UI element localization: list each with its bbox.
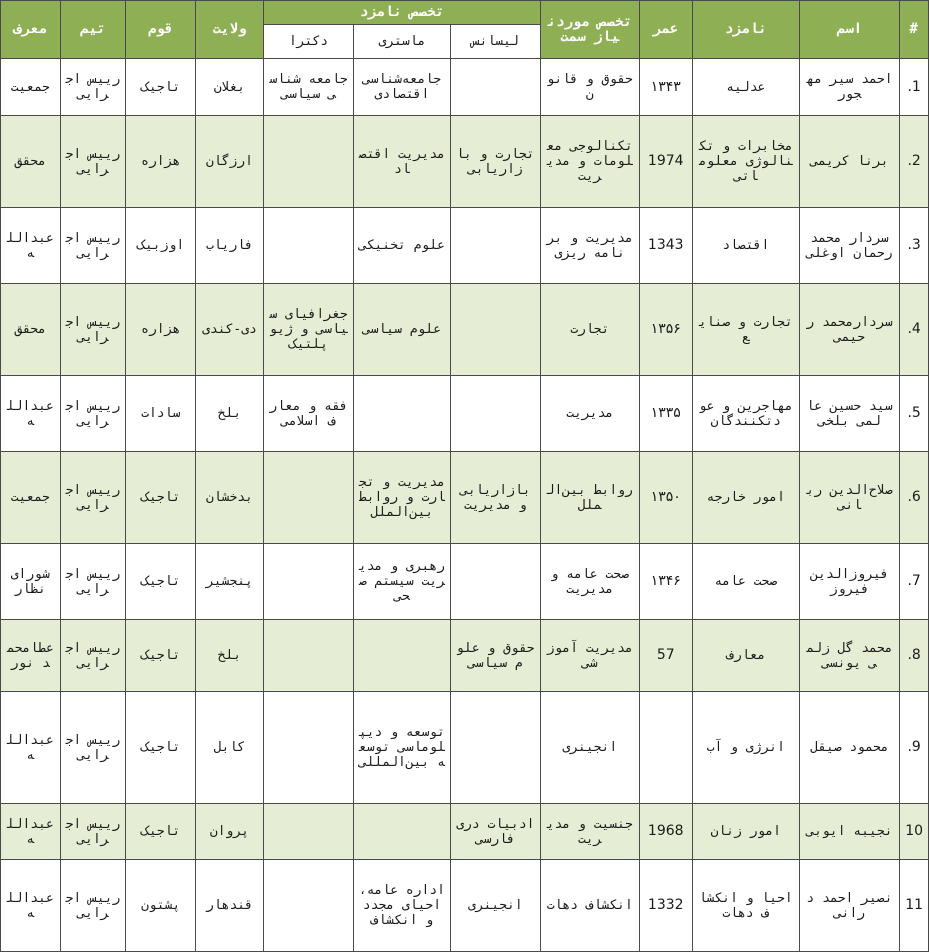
team: رییس اجرایی bbox=[60, 804, 126, 860]
introducer: جمعیت bbox=[1, 59, 61, 116]
master-degree: رهبری و مدیریت سیستم صحی bbox=[354, 544, 450, 620]
ministry-post: انرژی و آب bbox=[692, 692, 799, 804]
required-expertise: صحت عامه و مدیریت bbox=[541, 544, 640, 620]
master-degree: مدیریت اقتصاد bbox=[354, 116, 450, 208]
header-name: اسم bbox=[799, 1, 900, 59]
province: قندهار bbox=[196, 860, 264, 952]
team: رییس اجرایی bbox=[60, 692, 126, 804]
bachelor-degree bbox=[450, 692, 540, 804]
table-row bbox=[1, 452, 929, 544]
row-index: 8. bbox=[900, 620, 929, 692]
ethnicity: تاجیک bbox=[126, 620, 196, 692]
candidate-name: نجیبه ایوبی bbox=[799, 804, 900, 860]
table-row bbox=[1, 116, 929, 208]
introducer: شورای نظار bbox=[1, 544, 61, 620]
header-expert-field: تخصص موردنیاز سمت bbox=[541, 1, 640, 59]
ministry-post: مهاجرین و عودتکنندگان bbox=[692, 376, 799, 452]
introducer: عبدالله bbox=[1, 692, 61, 804]
required-expertise: جنسیت و مدیریت bbox=[541, 804, 640, 860]
candidate-name: سردارمحمد رحیمی bbox=[799, 284, 900, 376]
header-hash: # bbox=[900, 1, 929, 59]
required-expertise: روابط بین‌الملل bbox=[541, 452, 640, 544]
table-body bbox=[1, 59, 929, 952]
candidate-age: 1343 bbox=[639, 208, 692, 284]
team: رییس اجرایی bbox=[60, 860, 126, 952]
bachelor-degree bbox=[450, 208, 540, 284]
header-introducer: معرف bbox=[1, 1, 61, 59]
candidate-age: ۱۳۵۶ bbox=[639, 284, 692, 376]
master-degree bbox=[354, 620, 450, 692]
ethnicity: هزاره bbox=[126, 116, 196, 208]
ministry-post: تجارت و صنایع bbox=[692, 284, 799, 376]
row-index: 1. bbox=[900, 59, 929, 116]
master-degree bbox=[354, 804, 450, 860]
candidate-name: سید حسین عالمی بلخی bbox=[799, 376, 900, 452]
required-expertise: مدیریت آموزشی bbox=[541, 620, 640, 692]
candidate-age: 1332 bbox=[639, 860, 692, 952]
doctorate-degree bbox=[263, 860, 353, 952]
province: بدخشان bbox=[196, 452, 264, 544]
province: بلخ bbox=[196, 620, 264, 692]
header-degree-group: تخصص نامزد bbox=[263, 1, 540, 25]
ministry-post: عدلیه bbox=[692, 59, 799, 116]
ministry-post: امور خارجه bbox=[692, 452, 799, 544]
table-row bbox=[1, 692, 929, 804]
table-row bbox=[1, 59, 929, 116]
row-index: 7. bbox=[900, 544, 929, 620]
header-doctorate: دکترا bbox=[263, 25, 353, 59]
bachelor-degree bbox=[450, 544, 540, 620]
table-row bbox=[1, 620, 929, 692]
row-index: 10 bbox=[900, 804, 929, 860]
doctorate-degree: جغرافیای سیاسی و ژیوپلتیک bbox=[263, 284, 353, 376]
header-age: عمر bbox=[639, 1, 692, 59]
candidate-name: صلاح‌الدین ربانی bbox=[799, 452, 900, 544]
master-degree: علوم تخنیکی bbox=[354, 208, 450, 284]
candidate-name: محمد گل زلمی یونسی bbox=[799, 620, 900, 692]
province: ارزگان bbox=[196, 116, 264, 208]
row-index: 9. bbox=[900, 692, 929, 804]
row-index: 11 bbox=[900, 860, 929, 952]
required-expertise: مدیریت bbox=[541, 376, 640, 452]
doctorate-degree: جامعه شناسی سیاسی bbox=[263, 59, 353, 116]
header-master: ماستری bbox=[354, 25, 450, 59]
doctorate-degree bbox=[263, 804, 353, 860]
master-degree: توسعه و دیپلوماسی توسعه بین‌المللی bbox=[354, 692, 450, 804]
master-degree: مدیریت و تجارت و روابط بین‌الملل bbox=[354, 452, 450, 544]
header-bachelor: لیسانس bbox=[450, 25, 540, 59]
candidate-age: 1968 bbox=[639, 804, 692, 860]
master-degree: اداره عامه، احیای مجدد و انکشاف bbox=[354, 860, 450, 952]
doctorate-degree bbox=[263, 620, 353, 692]
candidate-age bbox=[639, 692, 692, 804]
required-expertise: تجارت bbox=[541, 284, 640, 376]
ethnicity: هزاره bbox=[126, 284, 196, 376]
introducer: عبدالله bbox=[1, 208, 61, 284]
row-index: 2. bbox=[900, 116, 929, 208]
table-row bbox=[1, 208, 929, 284]
introducer: محقق bbox=[1, 284, 61, 376]
ethnicity: تاجیک bbox=[126, 452, 196, 544]
ethnicity: پشتون bbox=[126, 860, 196, 952]
candidate-age: 57 bbox=[639, 620, 692, 692]
table-row bbox=[1, 376, 929, 452]
province: پروان bbox=[196, 804, 264, 860]
master-degree: علوم سیاسی bbox=[354, 284, 450, 376]
master-degree bbox=[354, 376, 450, 452]
bachelor-degree: ادبیات دری فارسی bbox=[450, 804, 540, 860]
row-index: 6. bbox=[900, 452, 929, 544]
row-index: 3. bbox=[900, 208, 929, 284]
header-ethnicity: قوم bbox=[126, 1, 196, 59]
ethnicity: تاجیک bbox=[126, 544, 196, 620]
table-row bbox=[1, 544, 929, 620]
bachelor-degree: حقوق و علوم سیاسی bbox=[450, 620, 540, 692]
bachelor-degree bbox=[450, 376, 540, 452]
ethnicity: اوزبیک bbox=[126, 208, 196, 284]
table-header bbox=[1, 1, 929, 59]
introducer: عبدالله bbox=[1, 804, 61, 860]
table-row bbox=[1, 804, 929, 860]
ethnicity: تاجیک bbox=[126, 59, 196, 116]
team: رییس اجرایی bbox=[60, 284, 126, 376]
candidate-age: ۱۳۴۶ bbox=[639, 544, 692, 620]
team: رییس اجرایی bbox=[60, 620, 126, 692]
province: بلخ bbox=[196, 376, 264, 452]
required-expertise: انکشاف دهات bbox=[541, 860, 640, 952]
province: پنجشیر bbox=[196, 544, 264, 620]
introducer: جمعیت bbox=[1, 452, 61, 544]
ethnicity: تاجیک bbox=[126, 692, 196, 804]
required-expertise: انجینری bbox=[541, 692, 640, 804]
candidate-name: محمود صیقل bbox=[799, 692, 900, 804]
required-expertise: مدیریت و برنامه ریزی bbox=[541, 208, 640, 284]
candidate-age: ۱۳۳۵ bbox=[639, 376, 692, 452]
introducer: عبدالله bbox=[1, 860, 61, 952]
province: فاریاب bbox=[196, 208, 264, 284]
doctorate-degree bbox=[263, 692, 353, 804]
bachelor-degree bbox=[450, 284, 540, 376]
required-expertise: تکنالوجی معلومات و مدیریت bbox=[541, 116, 640, 208]
ministry-post: اقتصاد bbox=[692, 208, 799, 284]
row-index: 5. bbox=[900, 376, 929, 452]
ministry-post: امور زنان bbox=[692, 804, 799, 860]
introducer: عبدالله bbox=[1, 376, 61, 452]
candidate-name: برنا کریمی bbox=[799, 116, 900, 208]
doctorate-degree bbox=[263, 452, 353, 544]
ethnicity: سادات bbox=[126, 376, 196, 452]
candidate-age: 1974 bbox=[639, 116, 692, 208]
team: رییس اجرایی bbox=[60, 376, 126, 452]
province: کابل bbox=[196, 692, 264, 804]
master-degree: جامعه‌شناسی اقتصادی bbox=[354, 59, 450, 116]
doctorate-degree: فقه و معارف اسلامی bbox=[263, 376, 353, 452]
team: رییس اجرایی bbox=[60, 116, 126, 208]
doctorate-degree bbox=[263, 208, 353, 284]
table-row bbox=[1, 860, 929, 952]
bachelor-degree: بازاریابی و مدیریت bbox=[450, 452, 540, 544]
team: رییس اجرایی bbox=[60, 208, 126, 284]
candidate-age: ۱۳۴۳ bbox=[639, 59, 692, 116]
team: رییس اجرایی bbox=[60, 452, 126, 544]
ministry-post: معارف bbox=[692, 620, 799, 692]
header-province: ولایت bbox=[196, 1, 264, 59]
bachelor-degree: تجارت و بازاریابی bbox=[450, 116, 540, 208]
bachelor-degree: انجینری bbox=[450, 860, 540, 952]
required-expertise: حقوق و قانون bbox=[541, 59, 640, 116]
ministry-post: مخابرات و تکنالوژی معلوماتی bbox=[692, 116, 799, 208]
doctorate-degree bbox=[263, 116, 353, 208]
province: بغلان bbox=[196, 59, 264, 116]
candidate-name: فیروزالدین فیروز bbox=[799, 544, 900, 620]
bachelor-degree bbox=[450, 59, 540, 116]
candidate-age: ۱۳۵۰ bbox=[639, 452, 692, 544]
header-team: تیم bbox=[60, 1, 126, 59]
candidate-name: سردار محمد رحمان اوغلی bbox=[799, 208, 900, 284]
introducer: عطامحمد نور bbox=[1, 620, 61, 692]
team: رییس اجرایی bbox=[60, 59, 126, 116]
ministry-post: صحت عامه bbox=[692, 544, 799, 620]
ministry-post: احیا و انکشاف دهات bbox=[692, 860, 799, 952]
province: دی-کندی bbox=[196, 284, 264, 376]
header-post: نامزد bbox=[692, 1, 799, 59]
doctorate-degree bbox=[263, 544, 353, 620]
introducer: محقق bbox=[1, 116, 61, 208]
row-index: 4. bbox=[900, 284, 929, 376]
ethnicity: تاجیک bbox=[126, 804, 196, 860]
candidate-name: نصیر احمد درانی bbox=[799, 860, 900, 952]
table-row bbox=[1, 284, 929, 376]
candidate-name: احمد سیر مهجور bbox=[799, 59, 900, 116]
team: رییس اجرایی bbox=[60, 544, 126, 620]
